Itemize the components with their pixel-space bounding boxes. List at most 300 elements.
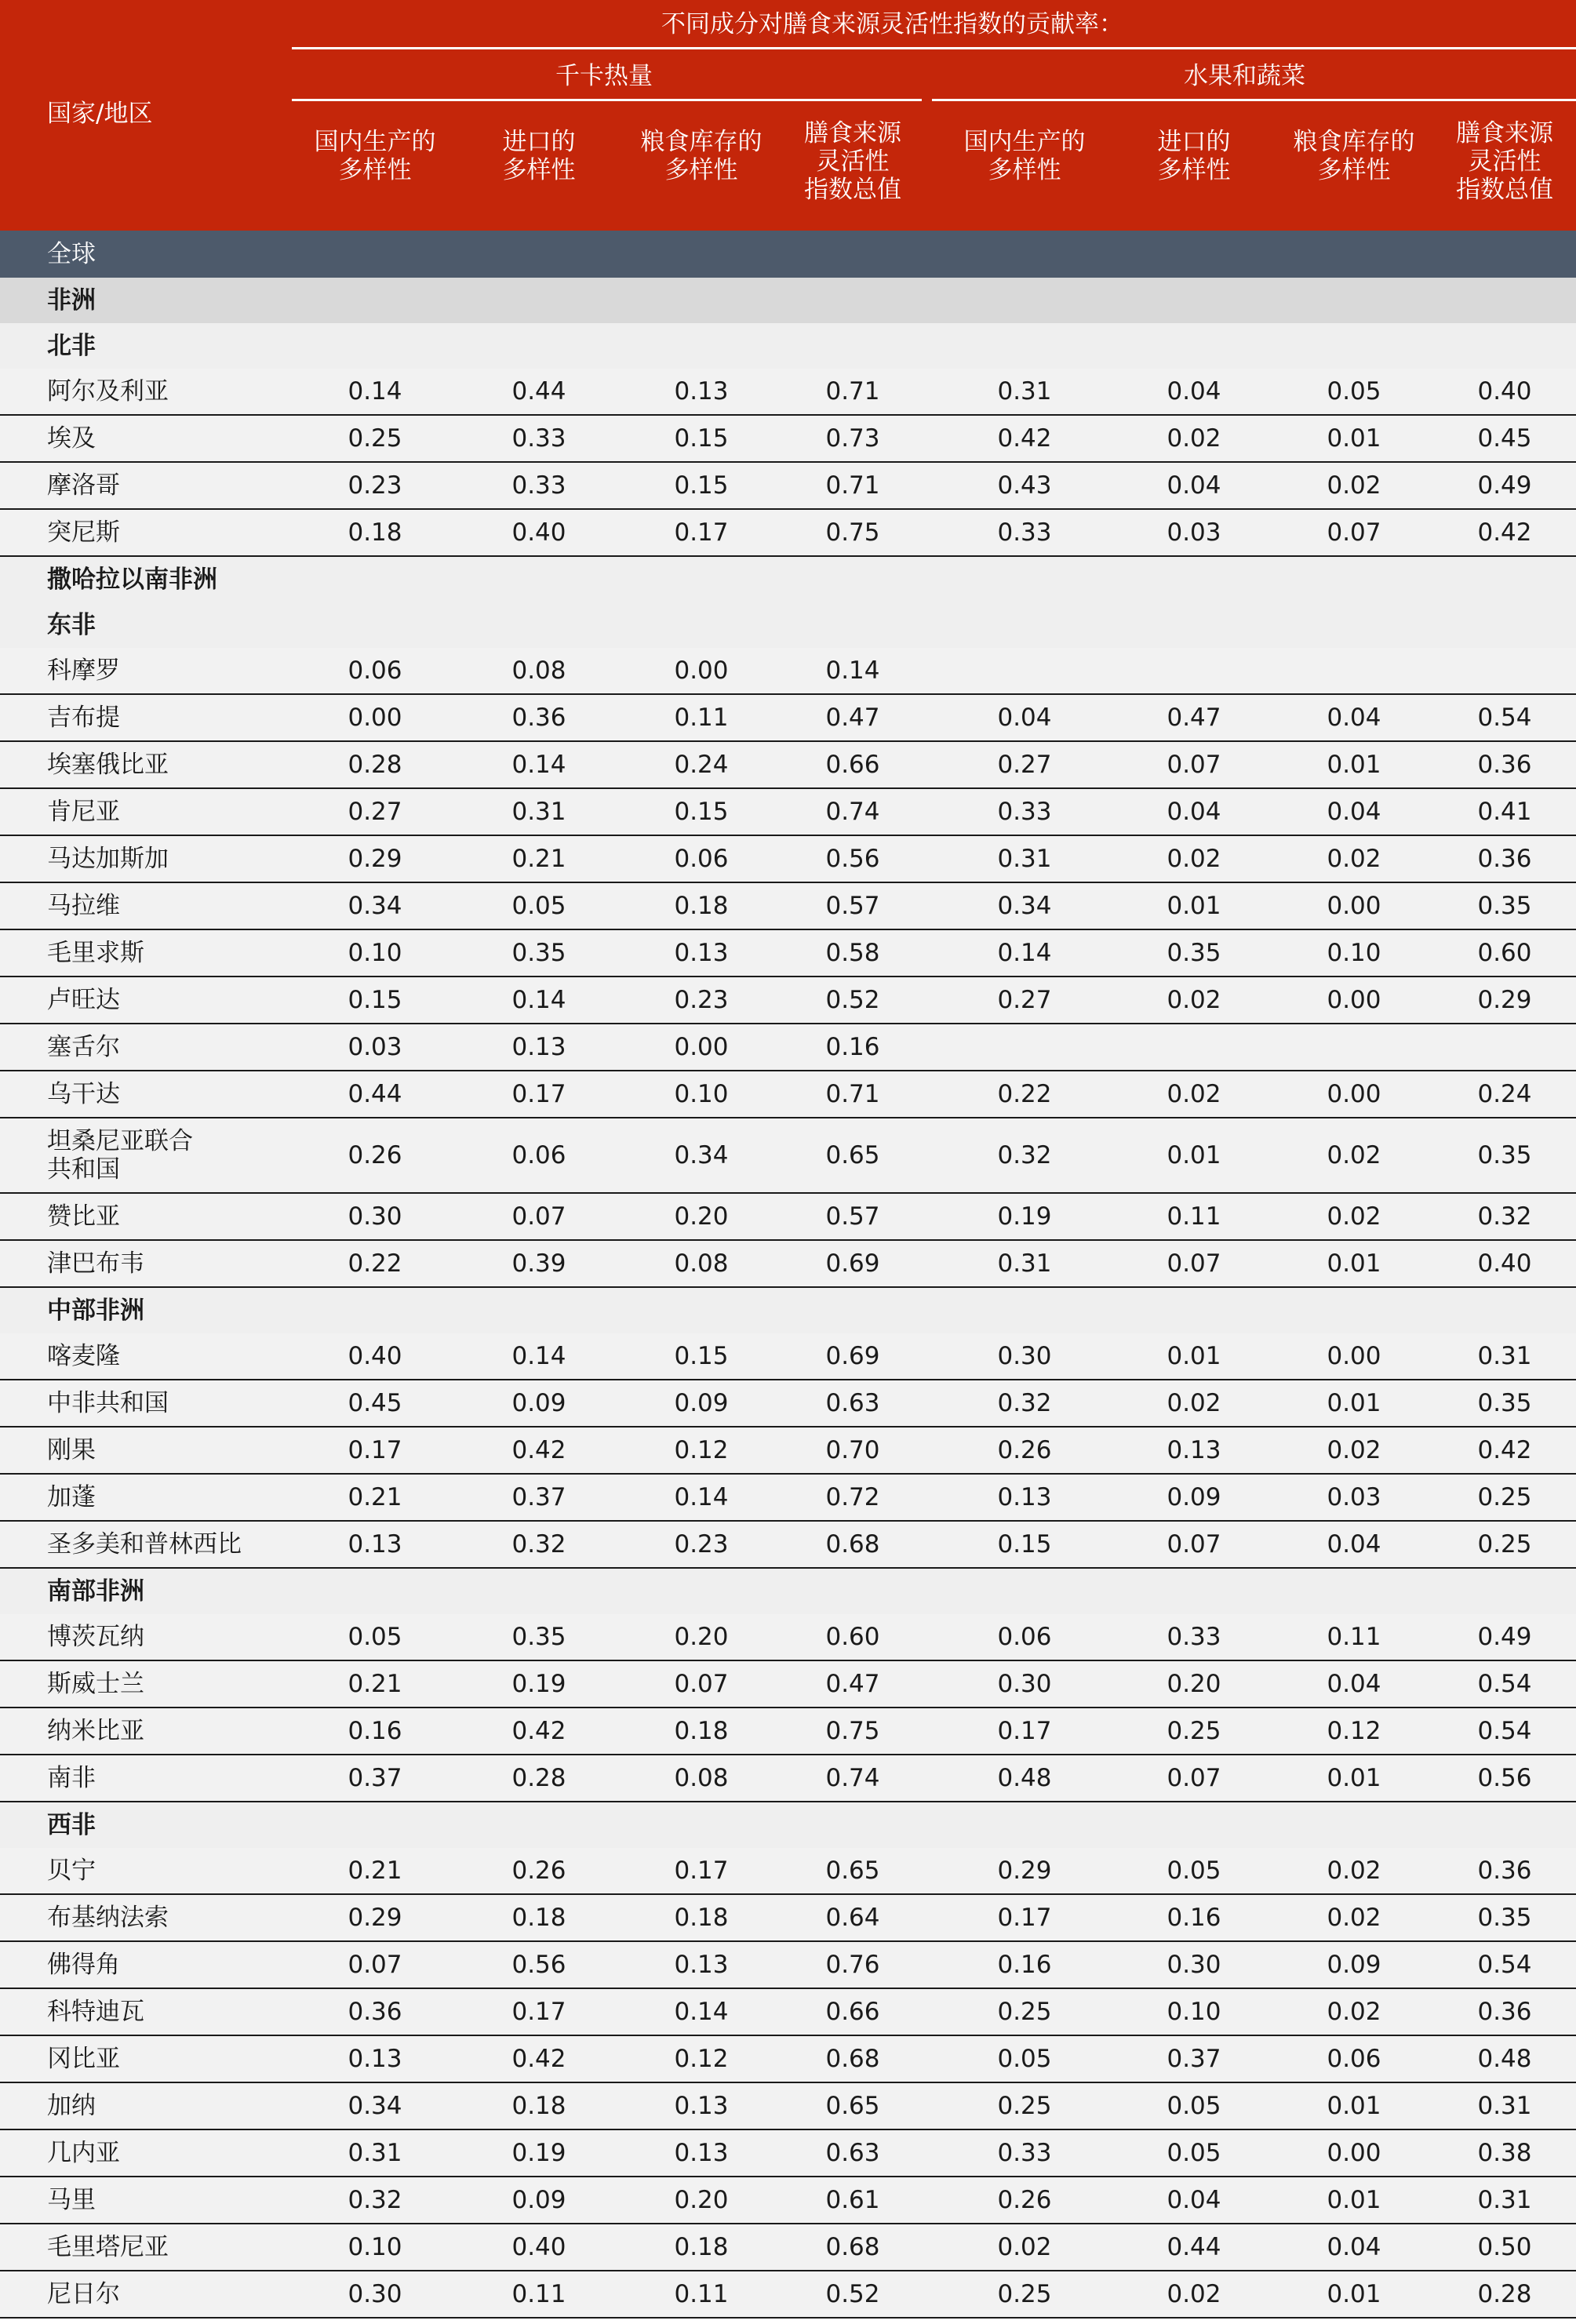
table-cell: 0.33 — [1167, 1623, 1221, 1651]
table-cell: 0.73 — [825, 424, 880, 453]
table-row — [0, 1614, 1576, 1661]
table-cell: 0.14 — [825, 656, 880, 685]
table-cell: 0.57 — [825, 892, 880, 920]
table-cell: 0.35 — [511, 939, 566, 967]
table-cell: 0.26 — [348, 1141, 402, 1169]
row-label: 撒哈拉以南非洲 — [47, 566, 217, 594]
table-cell: 0.02 — [1167, 424, 1221, 453]
table-cell: 0.16 — [825, 1033, 880, 1061]
row-label: 肯尼亚 — [47, 798, 120, 826]
table-row — [0, 1475, 1576, 1522]
table-cell: 0.47 — [1167, 704, 1221, 732]
table-cell: 0.42 — [511, 1436, 566, 1464]
table-cell: 0.02 — [997, 2233, 1052, 2261]
table-cell: 0.47 — [825, 704, 880, 732]
column-header-line: 粮食库存的 — [640, 128, 763, 156]
column-header-line: 指数总值 — [1456, 176, 1553, 204]
table-cell: 0.42 — [511, 1717, 566, 1745]
table-cell: 0.21 — [511, 845, 566, 873]
row-label: 埃塞俄比亚 — [47, 751, 169, 779]
table-cell: 0.05 — [511, 892, 566, 920]
table-cell: 0.20 — [1167, 1670, 1221, 1698]
table-cell: 0.01 — [1327, 1389, 1381, 1417]
table-cell: 0.68 — [825, 2045, 880, 2073]
table-cell: 0.24 — [674, 751, 729, 779]
table-cell: 0.04 — [1167, 377, 1221, 406]
table-cell: 0.13 — [1167, 1436, 1221, 1464]
table-cell: 0.35 — [1477, 1389, 1532, 1417]
table-cell: 0.00 — [348, 704, 402, 732]
table-cell: 0.09 — [511, 1389, 566, 1417]
table-cell: 0.02 — [1167, 1389, 1221, 1417]
table-cell: 0.02 — [1327, 1998, 1381, 2026]
table-cell: 0.07 — [348, 1951, 402, 1979]
table-cell: 0.60 — [1477, 939, 1532, 967]
table-cell: 0.27 — [997, 751, 1052, 779]
contribution-title: 不同成分对膳食来源灵活性指数的贡献率： — [661, 10, 1123, 38]
row-label: 南部非洲 — [47, 1577, 144, 1606]
table-cell: 0.11 — [1327, 1623, 1381, 1651]
table-row — [0, 789, 1576, 836]
column-header-line: 膳食来源 — [804, 119, 901, 147]
table-row — [0, 2130, 1576, 2177]
table-cell: 0.00 — [1327, 986, 1381, 1014]
table-cell: 0.11 — [674, 704, 729, 732]
row-label: 中非共和国 — [47, 1389, 169, 1417]
table-cell: 0.10 — [348, 2233, 402, 2261]
table-row — [0, 416, 1576, 463]
table-cell: 0.30 — [997, 1670, 1052, 1698]
table-cell: 0.32 — [997, 1141, 1052, 1169]
table-cell: 0.10 — [1167, 1998, 1221, 2026]
table-cell: 0.30 — [348, 1202, 402, 1231]
table-cell: 0.63 — [825, 1389, 880, 1417]
table-cell: 0.18 — [511, 2092, 566, 2120]
row-label: 科特迪瓦 — [47, 1998, 144, 2026]
table-cell: 0.74 — [825, 1764, 880, 1792]
table-cell: 0.21 — [348, 1857, 402, 1885]
table-cell: 0.38 — [1477, 2139, 1532, 2167]
table-row — [0, 2224, 1576, 2271]
table-cell: 0.56 — [511, 1951, 566, 1979]
column-header-line: 多样性 — [502, 156, 576, 184]
region-heading-row — [0, 1802, 1576, 1848]
table-cell: 0.25 — [348, 424, 402, 453]
table-cell: 0.18 — [674, 892, 729, 920]
table-cell: 0.33 — [997, 518, 1052, 547]
group-label-kcal: 千卡热量 — [555, 62, 653, 90]
table-row — [0, 1241, 1576, 1288]
column-header-line: 国内生产的 — [314, 128, 436, 156]
table-cell: 0.25 — [997, 2280, 1052, 2308]
table-row — [0, 1071, 1576, 1118]
table-cell — [946, 648, 1103, 693]
table-cell: 0.08 — [511, 656, 566, 685]
table-cell: 0.25 — [1167, 1717, 1221, 1745]
table-cell: 0.13 — [674, 1951, 729, 1979]
table-cell: 0.26 — [997, 1436, 1052, 1464]
table-cell: 0.42 — [1477, 518, 1532, 547]
table-cell: 0.29 — [997, 1857, 1052, 1885]
table-cell: 0.29 — [348, 845, 402, 873]
table-row — [0, 836, 1576, 883]
table-cell: 0.27 — [997, 986, 1052, 1014]
table-cell: 0.35 — [1477, 892, 1532, 920]
table-cell: 0.07 — [1167, 751, 1221, 779]
global-heading-row — [0, 231, 1576, 278]
table-cell: 0.74 — [825, 798, 880, 826]
table-cell: 0.56 — [1477, 1764, 1532, 1792]
table-cell: 0.34 — [674, 1141, 729, 1169]
table-cell: 0.17 — [997, 1904, 1052, 1932]
table-cell: 0.56 — [825, 845, 880, 873]
table-cell: 0.65 — [825, 1141, 880, 1169]
row-label: 西非 — [47, 1811, 96, 1839]
table-cell: 0.04 — [1327, 798, 1381, 826]
table-row — [0, 463, 1576, 510]
table-cell: 0.28 — [511, 1764, 566, 1792]
table-cell: 0.02 — [1167, 2280, 1221, 2308]
table-cell: 0.04 — [1327, 1670, 1381, 1698]
table-cell: 0.01 — [1327, 2186, 1381, 2214]
table-cell: 0.14 — [511, 986, 566, 1014]
row-label: 佛得角 — [47, 1951, 120, 1979]
table-cell: 0.10 — [1327, 939, 1381, 967]
row-label: 坦桑尼亚联合 共和国 — [47, 1127, 193, 1184]
table-cell: 0.34 — [348, 2092, 402, 2120]
table-cell: 0.02 — [1327, 471, 1381, 500]
table-cell: 0.25 — [997, 2092, 1052, 2120]
table-row — [0, 930, 1576, 977]
table-cell: 0.49 — [1477, 1623, 1532, 1651]
table-cell: 0.02 — [1327, 1904, 1381, 1932]
row-label: 吉布提 — [47, 704, 120, 732]
table-cell: 0.18 — [674, 1717, 729, 1745]
table-cell: 0.09 — [1167, 1483, 1221, 1511]
row-label: 卢旺达 — [47, 986, 120, 1014]
table-row — [0, 695, 1576, 742]
table-cell: 0.02 — [1167, 1080, 1221, 1108]
table-cell: 0.01 — [1327, 2280, 1381, 2308]
table-cell: 0.36 — [511, 704, 566, 732]
table-cell: 0.36 — [1477, 1998, 1532, 2026]
table-cell: 0.44 — [348, 1080, 402, 1108]
table-cell: 0.23 — [348, 471, 402, 500]
table-cell: 0.13 — [674, 377, 729, 406]
table-row — [0, 1194, 1576, 1241]
table-cell: 0.35 — [1167, 939, 1221, 967]
table-cell: 0.31 — [348, 2139, 402, 2167]
table-cell: 0.06 — [1327, 2045, 1381, 2073]
table-cell: 0.02 — [1167, 845, 1221, 873]
table-cell: 0.35 — [1477, 1904, 1532, 1932]
table-cell: 0.26 — [511, 1857, 566, 1885]
table-cell: 0.17 — [674, 1857, 729, 1885]
table-cell: 0.01 — [1327, 751, 1381, 779]
column-header-line: 多样性 — [1157, 156, 1231, 184]
table-cell: 0.40 — [1477, 1249, 1532, 1278]
table-cell: 0.04 — [1327, 1530, 1381, 1558]
table-cell: 0.31 — [1477, 2186, 1532, 2214]
table-row — [0, 1708, 1576, 1755]
row-label: 南非 — [47, 1764, 96, 1792]
table-row — [0, 1755, 1576, 1802]
table-cell: 0.32 — [1477, 1202, 1532, 1231]
table-row — [0, 2271, 1576, 2319]
table-cell: 0.16 — [997, 1951, 1052, 1979]
table-cell: 0.18 — [511, 1904, 566, 1932]
table-cell: 0.17 — [511, 1998, 566, 2026]
table-cell: 0.04 — [1167, 471, 1221, 500]
table-cell: 0.58 — [825, 939, 880, 967]
table-header — [0, 0, 1576, 231]
table-cell: 0.14 — [511, 751, 566, 779]
table-cell: 0.25 — [1477, 1483, 1532, 1511]
table-cell — [1426, 1024, 1576, 1070]
column-header-line: 多样性 — [338, 156, 412, 184]
column-header — [453, 128, 625, 184]
table-cell: 0.52 — [825, 986, 880, 1014]
row-label: 北非 — [47, 332, 96, 360]
table-cell: 0.39 — [511, 1249, 566, 1278]
table-cell: 0.61 — [825, 2186, 880, 2214]
region-column-label: 国家/地区 — [47, 100, 153, 128]
table-cell: 0.65 — [825, 2092, 880, 2120]
table-cell: 0.40 — [511, 518, 566, 547]
table-cell: 0.31 — [1477, 1342, 1532, 1370]
table-cell: 0.00 — [1327, 892, 1381, 920]
table-cell: 0.06 — [348, 656, 402, 685]
table-cell: 0.25 — [1477, 1530, 1532, 1558]
table-cell: 0.33 — [511, 471, 566, 500]
table-cell: 0.13 — [674, 2139, 729, 2167]
table-cell: 0.40 — [348, 1342, 402, 1370]
table-cell: 0.04 — [997, 704, 1052, 732]
table-cell: 0.35 — [1477, 1141, 1532, 1169]
table-cell: 0.00 — [1327, 1342, 1381, 1370]
table-cell: 0.12 — [674, 1436, 729, 1464]
table-cell: 0.36 — [348, 1998, 402, 2026]
table-cell: 0.25 — [997, 1998, 1052, 2026]
table-cell: 0.75 — [825, 518, 880, 547]
row-label: 加纳 — [47, 2092, 96, 2120]
table-cell: 0.48 — [1477, 2045, 1532, 2073]
table-cell: 0.66 — [825, 751, 880, 779]
table-cell: 0.27 — [348, 798, 402, 826]
table-cell — [1426, 648, 1576, 693]
column-header-line: 指数总值 — [804, 176, 901, 204]
table-cell: 0.04 — [1327, 704, 1381, 732]
table-cell: 0.36 — [1477, 1857, 1532, 1885]
table-cell: 0.06 — [511, 1141, 566, 1169]
row-label: 突尼斯 — [47, 518, 120, 547]
table-cell: 0.18 — [348, 518, 402, 547]
column-header — [1268, 128, 1440, 184]
table-body — [0, 231, 1576, 2319]
table-cell: 0.24 — [1477, 1080, 1532, 1108]
column-header-line: 多样性 — [664, 156, 738, 184]
row-label: 全球 — [47, 240, 96, 268]
row-label: 埃及 — [47, 424, 96, 453]
column-header-line: 国内生产的 — [963, 128, 1086, 156]
region-heading-row — [0, 602, 1576, 648]
table-cell: 0.00 — [674, 656, 729, 685]
table-cell: 0.07 — [1167, 1530, 1221, 1558]
table-cell: 0.43 — [997, 471, 1052, 500]
table-row — [0, 1024, 1576, 1071]
row-label: 博茨瓦纳 — [47, 1623, 144, 1651]
table-cell: 0.01 — [1167, 892, 1221, 920]
table-cell: 0.13 — [674, 2092, 729, 2120]
table-cell: 0.49 — [1477, 471, 1532, 500]
row-label: 刚果 — [47, 1436, 96, 1464]
table-cell: 0.00 — [1327, 2139, 1381, 2167]
table-cell: 0.60 — [825, 1623, 880, 1651]
table-cell: 0.02 — [1327, 1141, 1381, 1169]
table-cell — [1276, 1024, 1432, 1070]
table-cell: 0.69 — [825, 1249, 880, 1278]
table-cell: 0.09 — [674, 1389, 729, 1417]
table-cell: 0.10 — [674, 1080, 729, 1108]
table-cell: 0.30 — [348, 2280, 402, 2308]
table-cell: 0.18 — [674, 1904, 729, 1932]
table-cell: 0.54 — [1477, 1670, 1532, 1698]
region-heading-row — [0, 323, 1576, 369]
table-cell: 0.32 — [348, 2186, 402, 2214]
table-cell: 0.32 — [511, 1530, 566, 1558]
table-cell: 0.20 — [674, 1623, 729, 1651]
table-cell: 0.09 — [1327, 1951, 1381, 1979]
column-header — [766, 119, 939, 204]
table-row — [0, 2083, 1576, 2130]
row-label: 冈比亚 — [47, 2045, 120, 2073]
table-cell: 0.03 — [348, 1033, 402, 1061]
group-label-fruitveg: 水果和蔬菜 — [1184, 62, 1305, 90]
row-label: 塞舌尔 — [47, 1033, 120, 1061]
table-row — [0, 648, 1576, 695]
table-cell: 0.13 — [997, 1483, 1052, 1511]
table-cell: 0.15 — [674, 798, 729, 826]
column-header-line: 多样性 — [1317, 156, 1391, 184]
table-cell: 0.34 — [348, 892, 402, 920]
table-cell: 0.20 — [674, 2186, 729, 2214]
table-cell: 0.20 — [674, 1202, 729, 1231]
table-cell: 0.05 — [348, 1623, 402, 1651]
table-cell: 0.34 — [997, 892, 1052, 920]
table-cell: 0.30 — [1167, 1951, 1221, 1979]
table-cell: 0.23 — [674, 986, 729, 1014]
table-cell: 0.02 — [1327, 1436, 1381, 1464]
row-label: 喀麦隆 — [47, 1342, 120, 1370]
table-row — [0, 742, 1576, 789]
column-header-line: 粮食库存的 — [1293, 128, 1415, 156]
row-label: 贝宁 — [47, 1857, 96, 1885]
table-cell: 0.17 — [511, 1080, 566, 1108]
row-label: 毛里求斯 — [47, 939, 144, 967]
column-header-line: 进口的 — [1157, 128, 1231, 156]
table-cell: 0.64 — [825, 1904, 880, 1932]
table-cell: 0.66 — [825, 1998, 880, 2026]
table-row — [0, 883, 1576, 930]
table-cell: 0.29 — [1477, 986, 1532, 1014]
table-cell: 0.03 — [1167, 518, 1221, 547]
table-cell: 0.15 — [674, 1342, 729, 1370]
table-row — [0, 1661, 1576, 1708]
table-cell: 0.28 — [348, 751, 402, 779]
table-cell: 0.10 — [348, 939, 402, 967]
table-row — [0, 1989, 1576, 2036]
table-cell: 0.01 — [1167, 1342, 1221, 1370]
table-row — [0, 1427, 1576, 1475]
table-cell: 0.31 — [511, 798, 566, 826]
table-cell: 0.29 — [348, 1904, 402, 1932]
row-label: 布基纳法索 — [47, 1904, 169, 1932]
column-header — [1108, 128, 1280, 184]
table-cell: 0.13 — [348, 2045, 402, 2073]
table-row — [0, 510, 1576, 557]
table-cell: 0.65 — [825, 1857, 880, 1885]
table-cell: 0.32 — [997, 1389, 1052, 1417]
table-cell: 0.23 — [674, 1530, 729, 1558]
table-cell: 0.54 — [1477, 704, 1532, 732]
table-cell: 0.12 — [1327, 1717, 1381, 1745]
table-cell: 0.21 — [348, 1670, 402, 1698]
table-cell: 0.42 — [1477, 1436, 1532, 1464]
table-cell: 0.05 — [1327, 377, 1381, 406]
table-cell: 0.04 — [1167, 798, 1221, 826]
table-cell: 0.22 — [348, 1249, 402, 1278]
table-cell: 0.07 — [1167, 1249, 1221, 1278]
table-cell: 0.05 — [997, 2045, 1052, 2073]
table-cell: 0.14 — [997, 939, 1052, 967]
table-cell: 0.14 — [511, 1342, 566, 1370]
row-label: 马达加斯加 — [47, 845, 169, 873]
table-cell — [946, 1024, 1103, 1070]
table-cell: 0.63 — [825, 2139, 880, 2167]
table-cell: 0.07 — [1167, 1764, 1221, 1792]
table-cell: 0.30 — [997, 1342, 1052, 1370]
table-cell: 0.02 — [1327, 1857, 1381, 1885]
table-cell: 0.08 — [674, 1764, 729, 1792]
top-divider-rule — [292, 47, 1576, 49]
table-cell: 0.15 — [997, 1530, 1052, 1558]
fruitveg-group-underline — [932, 99, 1576, 101]
table-cell: 0.08 — [674, 1249, 729, 1278]
table-row — [0, 1848, 1576, 1895]
table-row — [0, 1895, 1576, 1942]
table-cell: 0.01 — [1327, 2092, 1381, 2120]
table-cell: 0.37 — [1167, 2045, 1221, 2073]
table-cell: 0.01 — [1167, 1141, 1221, 1169]
table-cell: 0.40 — [1477, 377, 1532, 406]
table-cell: 0.36 — [1477, 751, 1532, 779]
column-header — [1418, 119, 1576, 204]
table-cell: 0.07 — [511, 1202, 566, 1231]
table-cell: 0.48 — [997, 1764, 1052, 1792]
table-cell: 0.50 — [1477, 2233, 1532, 2261]
column-header — [289, 128, 461, 184]
table-cell: 0.14 — [674, 1483, 729, 1511]
table-cell: 0.19 — [511, 1670, 566, 1698]
table-cell: 0.14 — [674, 1998, 729, 2026]
row-label: 加蓬 — [47, 1483, 96, 1511]
table-cell: 0.04 — [1167, 2186, 1221, 2214]
table-row — [0, 2036, 1576, 2083]
table-cell: 0.03 — [1327, 1483, 1381, 1511]
table-row — [0, 1522, 1576, 1569]
table-cell: 0.33 — [511, 424, 566, 453]
row-label: 圣多美和普林西比 — [47, 1530, 242, 1558]
